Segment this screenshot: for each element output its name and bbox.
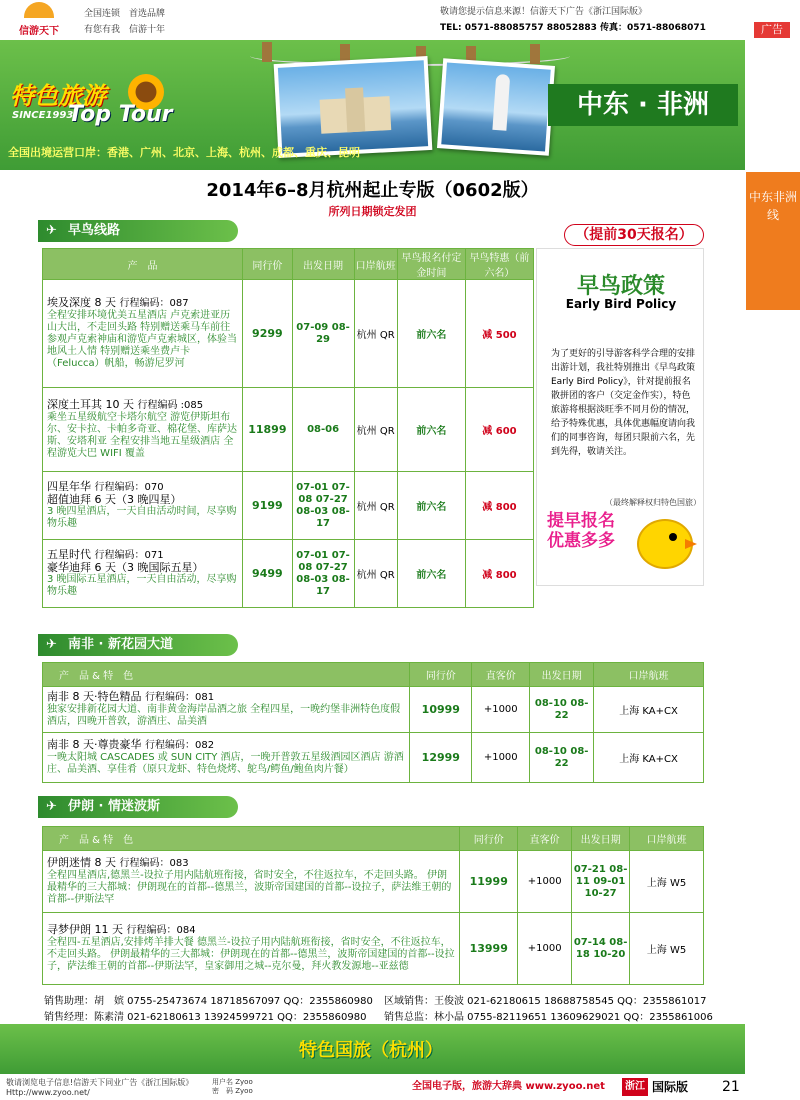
footer-site: 全国电子版，旅游大辞典 www.zyoo.net xyxy=(412,1078,622,1096)
product-subtitle: 豪华迪拜 6 天（3 晚国际五星） xyxy=(47,561,204,574)
product-desc: 全程安排环境优美五星酒店 卢克索进亚历山大出，不走回头路 特别赠送乘马车前往参观卢克索神庙和游览卢克索城区，体验当地风土人情 特别赠送乘坐费卢卡（Felucca）帆船，畅游尼罗河 xyxy=(47,310,237,369)
product-name: 深度土耳其 10 天 xyxy=(47,398,134,411)
bottom-banner xyxy=(0,1024,745,1074)
contact-tel: TEL: 0571-88085757 88052883 传真：0571-88068071 xyxy=(440,23,706,33)
col-date: 出发日期 xyxy=(530,663,594,687)
footer-notice: 敬请浏览电子信息!信游天下同业广告《浙江国际版》 xyxy=(6,1078,194,1087)
table-row[interactable] xyxy=(43,540,534,608)
product-desc: 一晚太阳城 CASCADES 或 SUN CITY 酒店，一晚开普敦五星级酒园区酒店 游酒庄、品美酒、享佳肴（原只龙虾、特色烧烤、鸵鸟/鳄鱼/鲍鱼肉片餐） xyxy=(47,752,404,775)
deposit-time: 前六名 xyxy=(397,540,465,608)
port-flight: 杭州 QR xyxy=(354,388,397,472)
brand-title: 特色旅游 xyxy=(10,82,106,110)
photo-atlantis-hotel xyxy=(274,56,433,158)
direct-price: +1000 xyxy=(472,687,530,733)
product-name: 四星年华 xyxy=(47,480,91,493)
departure-dates: 08-10 08-22 xyxy=(530,687,594,733)
col-product: 产 品 & 特 色 xyxy=(43,827,460,851)
footer-info xyxy=(6,1078,193,1098)
product-code: 行程编码：082 xyxy=(145,740,215,751)
page-footer xyxy=(0,1076,800,1100)
magazine-logo xyxy=(4,2,74,38)
product-code: 行程编码：070 xyxy=(94,482,164,493)
product-name: 五星时代 xyxy=(47,548,91,561)
price: 13999 xyxy=(460,913,518,985)
port-flight: 杭州 QR xyxy=(354,280,397,388)
deposit-time: 前六名 xyxy=(397,280,465,388)
price: 11999 xyxy=(460,851,518,913)
bird-icon xyxy=(637,519,693,569)
col-product: 产 品 & 特 色 xyxy=(43,663,410,687)
ad-tag: 广告 xyxy=(754,22,790,38)
product-name: 南非 8 天·尊贵豪华 xyxy=(47,738,142,751)
product-desc: 3 晚四星酒店，一天自由活动时间，尽享购物乐趣 xyxy=(47,506,237,529)
port-flight: 上海 KA+CX xyxy=(594,687,704,733)
clothespin-icon xyxy=(262,42,272,62)
product-desc: 全程四-五星酒店,安排烤羊排大餐 德黑兰-设拉子用内陆航班衔接，省时安全，不往返拉车，不走回头路。 伊朗最精华的三大都城：伊朗现在的首都--德黑兰，波斯帝国建国的首都--设拉子，萨法维王朝的首都--伊斯法罕，皇家御用之城--克尔曼，拜火教发源地--亚兹德 xyxy=(47,937,455,972)
policy-slogan-2: 优惠多多 xyxy=(547,531,615,551)
page-number: 21 xyxy=(722,1079,740,1095)
port-flight: 上海 KA+CX xyxy=(594,733,704,783)
product-desc: 全程四星酒店,德黑兰-设拉子用内陆航班衔接，省时安全，不往返拉车，不走回头路。 伊朗最精华的三大都城：伊朗现在的首都--德黑兰，波斯帝国建国的首都--设拉子，萨法维王朝的首都--伊斯法罕 xyxy=(47,870,452,905)
product-desc: 3 晚国际五星酒店，一天自由活动，尽享购物乐趣 xyxy=(47,574,237,597)
table-row[interactable] xyxy=(43,280,534,388)
policy-title-en: Early Bird Policy xyxy=(565,297,677,311)
product-name: 埃及深度 8 天 xyxy=(47,296,116,309)
col-direct-price: 直客价 xyxy=(472,663,530,687)
col-port: 口岸航班 xyxy=(630,827,704,851)
clothespin-icon xyxy=(530,44,540,64)
product-desc: 乘坐五星级航空卡塔尔航空 游览伊斯坦布尔、安卡拉、卡帕多奇亚、棉花堡、库萨达斯、安塔利亚 全程安排当地五星级酒店 全程游览大巴 WIFI 覆盖 xyxy=(47,412,237,459)
port-flight: 上海 W5 xyxy=(630,913,704,985)
departure-dates: 08-10 08-22 xyxy=(530,733,594,783)
south-africa-table xyxy=(42,662,704,783)
product-code: 行程编码：081 xyxy=(145,692,215,703)
table-row[interactable] xyxy=(43,733,704,783)
product-name: 伊朗迷情 8 天 xyxy=(47,856,116,869)
col-product: 产 品 xyxy=(43,249,243,280)
departure-dates: 07-01 07-08 07-27 08-03 08-17 xyxy=(292,472,354,540)
col-port: 口岸航班 xyxy=(354,249,397,280)
table-header-row xyxy=(43,663,704,687)
price: 12999 xyxy=(410,733,472,783)
departure-dates: 07-21 08-11 09-01 10-27 xyxy=(572,851,630,913)
early-bird-table xyxy=(42,248,534,608)
footer-province: 浙江 xyxy=(622,1078,648,1096)
brand-en: Top Tour xyxy=(68,102,173,127)
hero-banner xyxy=(0,40,745,170)
sales-contact-2: 区域销售：王俊波 021-62180615 18688758545 QQ：2355861017 xyxy=(384,996,707,1007)
photo-burj-al-arab xyxy=(437,58,555,156)
price: 9199 xyxy=(243,472,293,540)
table-row[interactable] xyxy=(43,388,534,472)
brand-since: SINCE1993 xyxy=(12,110,74,121)
discount: 减 600 xyxy=(465,388,533,472)
section-iran-header: ✈ 伊朗 · 情迷波斯 xyxy=(38,796,238,818)
port-flight: 杭州 QR xyxy=(354,472,397,540)
footer-credentials xyxy=(212,1078,253,1096)
product-name: 寻梦伊朗 11 天 xyxy=(47,923,123,936)
sun-icon xyxy=(24,2,54,18)
port-flight: 杭州 QR xyxy=(354,540,397,608)
discount: 减 800 xyxy=(465,540,533,608)
product-code: 行程编码：071 xyxy=(94,550,164,561)
product-code: 行程编码：084 xyxy=(126,925,196,936)
side-category-tab: 中东非洲线 xyxy=(746,172,800,310)
deposit-time: 前六名 xyxy=(397,472,465,540)
slogan-line-1: 全国连锁 首选品牌 xyxy=(84,9,166,19)
col-discount: 早鸟特惠（前六名） xyxy=(465,249,533,280)
discount: 减 500 xyxy=(465,280,533,388)
col-direct-price: 直客价 xyxy=(518,827,572,851)
product-name: 南非 8 天·特色精品 xyxy=(47,690,142,703)
table-row[interactable] xyxy=(43,687,704,733)
agency-name: 特色国旅（杭州） xyxy=(299,1040,443,1061)
policy-title: 早鸟政策 xyxy=(576,274,665,299)
price: 11899 xyxy=(243,388,293,472)
section-south-africa-header: ✈ 南非 · 新花园大道 xyxy=(38,634,238,656)
col-date: 出发日期 xyxy=(572,827,630,851)
policy-slogan-1: 提早报名 xyxy=(547,511,615,531)
col-date: 出发日期 xyxy=(292,249,354,280)
early-signup-tag: （提前30天报名） xyxy=(564,224,704,246)
col-price: 同行价 xyxy=(410,663,472,687)
table-header-row xyxy=(43,827,704,851)
sales-contact-3: 销售经理：陈素清 021-62180613 13924599721 QQ：2355860980 xyxy=(44,1012,367,1023)
product-subtitle: 超值迪拜 6 天（3 晚四星） xyxy=(47,493,182,506)
sales-contact-1: 销售助理：胡 嫔 0755-25473674 18718567097 QQ：2355860980 xyxy=(44,996,373,1007)
page-subtitle: 所列日期锁定发团 xyxy=(328,205,417,218)
departure-dates: 07-01 07-08 07-27 08-03 08-17 xyxy=(292,540,354,608)
early-bird-policy-panel xyxy=(536,248,704,586)
product-desc: 独家安排新花园大道、南非黄金海岸品酒之旅 全程四星，一晚约堡非洲特色度假酒店，四晚开普敦，游酒庄、品美酒 xyxy=(47,704,401,727)
departure-ports: 全国出境运营口岸：香港、广州、北京、上海、杭州、成都、重庆、昆明 xyxy=(8,146,360,159)
table-row[interactable] xyxy=(43,913,704,985)
table-row[interactable] xyxy=(43,851,704,913)
direct-price: +1000 xyxy=(472,733,530,783)
direct-price: +1000 xyxy=(518,913,572,985)
price: 10999 xyxy=(410,687,472,733)
iran-table xyxy=(42,826,704,985)
col-port: 口岸航班 xyxy=(594,663,704,687)
footer-edition: 国际版 xyxy=(652,1080,689,1094)
table-row[interactable] xyxy=(43,472,534,540)
product-code: 行程编码：083 xyxy=(119,858,189,869)
direct-price: +1000 xyxy=(518,851,572,913)
discount: 减 800 xyxy=(465,472,533,540)
price: 9499 xyxy=(243,540,293,608)
policy-note: （最终解释权归特色国旅） xyxy=(605,498,701,507)
policy-slogan xyxy=(547,511,615,551)
departure-dates: 07-14 08-18 10-20 xyxy=(572,913,630,985)
policy-body: 为了更好的引导游客科学合理的安排出游计划，我社特别推出《早鸟政策Early Bird Policy》，针对提前报名散拼团的客户（交定金作实），特色旅游将根据淡旺季不同月份的情况，给予特殊优惠，具体优惠幅度请向我们的同事咨询，每团只限前六名，先到先得，敬请关注。 xyxy=(551,349,696,457)
footer-url[interactable]: Http://www.zyoo.net/ xyxy=(6,1088,90,1097)
region-title: 中东 · 非洲 xyxy=(548,84,738,126)
product-code: 行程编码：087 xyxy=(119,298,189,309)
sales-contact-4: 销售总监：林小晶 0755-82119651 13609629021 QQ：2355861006 xyxy=(384,1012,713,1023)
price: 9299 xyxy=(243,280,293,388)
magazine-header xyxy=(0,0,800,40)
col-price: 同行价 xyxy=(243,249,293,280)
table-header-row xyxy=(43,249,534,280)
logo-text: 信游天下 xyxy=(19,26,59,37)
departure-dates: 08-06 xyxy=(292,388,354,472)
source-notice: 敬请您提示信息来源！信游天下广告《浙江国际版》 xyxy=(440,7,648,17)
port-flight: 上海 W5 xyxy=(630,851,704,913)
slogan-line-2: 有您有我 信游十年 xyxy=(84,25,166,35)
footer-username: 用户名 Zyoo xyxy=(212,1078,253,1086)
col-price: 同行价 xyxy=(460,827,518,851)
departure-dates: 07-09 08-29 xyxy=(292,280,354,388)
section-early-bird-header: ✈ 早鸟线路 xyxy=(38,220,238,242)
product-code: 行程编码 :085 xyxy=(137,400,204,411)
footer-password: 密 码 Zyoo xyxy=(212,1087,253,1095)
page-title: 2014年6–8月杭州起止专版（0602版） xyxy=(206,180,539,201)
col-deposit: 早鸟报名付定金时间 xyxy=(397,249,465,280)
deposit-time: 前六名 xyxy=(397,388,465,472)
